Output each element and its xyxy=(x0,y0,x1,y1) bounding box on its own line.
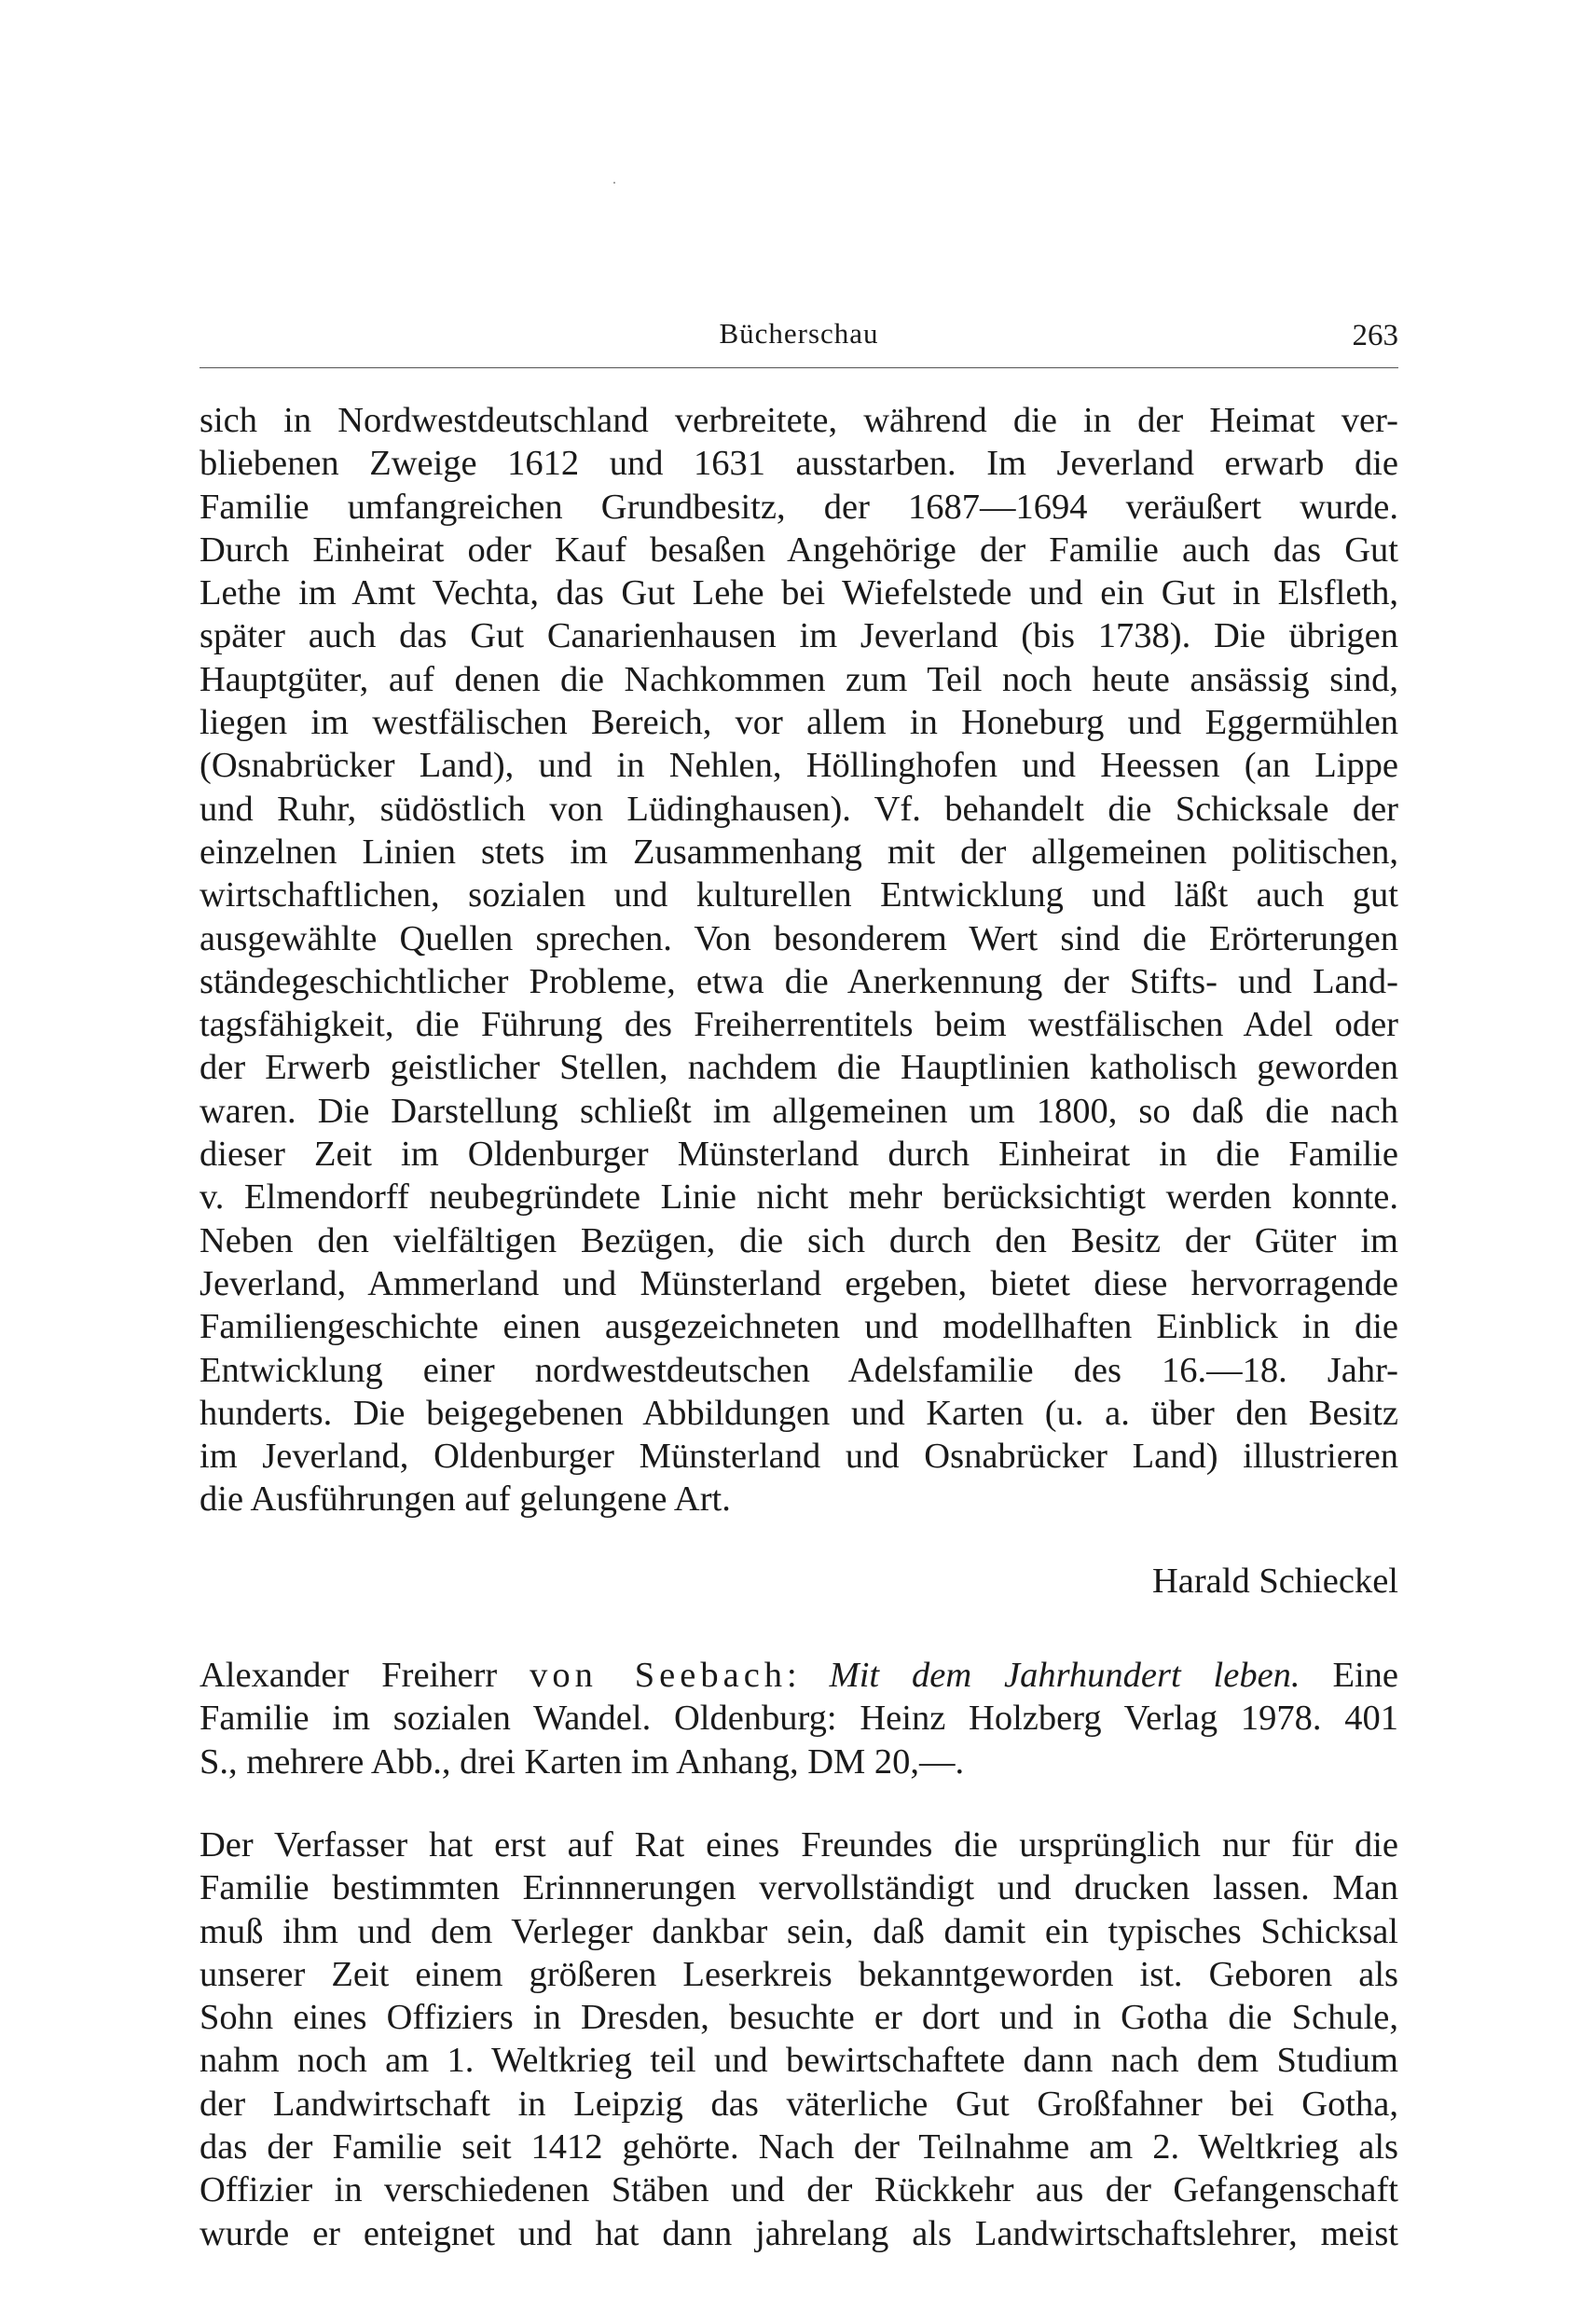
text-line: Lethe im Amt Vechta, das Gut Lehe bei Wiefelstede und ein Gut in Elsfleth, xyxy=(200,573,1398,613)
text-line: dieser Zeit im Oldenburger Münsterland durch Einheirat in die Familie xyxy=(200,1135,1398,1175)
page-body xyxy=(200,399,1398,2255)
book-title: Mit dem Jahrhundert leben. xyxy=(829,1656,1300,1696)
author-name: Alexander Freiherr xyxy=(200,1656,530,1696)
header-rule xyxy=(200,367,1398,368)
text-line: (Osnabrücker Land), und in Nehlen, Höllinghofen und Heessen (an Lippe xyxy=(200,746,1398,786)
text-line: unserer Zeit einem größeren Leserkreis bekanntgeworden ist. Geboren als xyxy=(200,1954,1398,1994)
running-title: Bücherschau xyxy=(719,317,879,350)
text-line: waren. Die Darstellung schließt im allgemeinen um 1800, so daß die nach xyxy=(200,1091,1398,1131)
text-line: Sohn eines Offiziers in Dresden, besuchte er dort und in Gotha die Schule, xyxy=(200,1998,1398,2038)
text-line: Familie umfangreichen Grundbesitz, der 1687—1694 veräußert wurde. xyxy=(200,487,1398,527)
text-line: die Ausführungen auf gelungene Art. xyxy=(200,1479,731,1520)
book-page xyxy=(200,0,1398,2312)
text-line: Familie bestimmten Erinnnerungen vervollständigt und drucken lassen. Man xyxy=(200,1868,1398,1908)
text-line: Neben den vielfältigen Bezügen, die sich durch den Besitz der Güter im xyxy=(200,1220,1398,1260)
text-line: bliebenen Zweige 1612 und 1631 ausstarben. Im Jeverland erwarb die xyxy=(200,444,1398,484)
text-line: der Erwerb geistlicher Stellen, nachdem die Hauptlinien katholisch geworden xyxy=(200,1048,1398,1088)
citation-line: Alexander Freiherr von Seebach: Mit dem Jahrhundert leben. Eine xyxy=(200,1656,1398,1696)
citation-line: S., mehrere Abb., drei Karten im Anhang, DM 20,—. xyxy=(200,1741,965,1782)
text-line: tagsfähigkeit, die Führung des Freiherrentitels beim westfälischen Adel oder xyxy=(200,1005,1398,1045)
author-surname: von Seebach xyxy=(530,1656,788,1696)
page-number: 263 xyxy=(1352,319,1398,352)
book-citation xyxy=(200,1654,1398,1783)
text-line: sich in Nordwestdeutschland verbreitete, während die in der Heimat ver- xyxy=(200,401,1398,440)
text-line: Jeverland, Ammerland und Münsterland ergeben, bietet diese hervorragende xyxy=(200,1263,1398,1303)
text-line: Familiengeschichte einen ausgezeichneten und modellhaften Einblick in die xyxy=(200,1307,1398,1347)
text-line: und Ruhr, südöstlich von Lüdinghausen). Vf. behandelt die Schicksale der xyxy=(200,789,1398,829)
text-line: wirtschaftlichen, sozialen und kulturellen Entwicklung und läßt auch gut xyxy=(200,875,1398,915)
text-line: muß ihm und dem Verleger dankbar sein, daß damit ein typisches Schicksal xyxy=(200,1911,1398,1951)
review-1-text xyxy=(200,399,1398,1521)
text-line: liegen im westfälischen Bereich, vor allem in Honeburg und Eggermühlen xyxy=(200,703,1398,743)
running-header xyxy=(200,308,1398,364)
reviewer-signature: Harald Schieckel xyxy=(1151,1561,1398,1601)
text-line: wurde er enteignet und hat dann jahrelang als Landwirtschaftslehrer, meist xyxy=(200,2213,1398,2253)
citation-line: Familie im sozialen Wandel. Oldenburg: Heinz Holzberg Verlag 1978. 401 xyxy=(200,1699,1398,1739)
text-line: ausgewählte Quellen sprechen. Von besonderem Wert sind die Erörterungen xyxy=(200,918,1398,958)
text-line: der Landwirtschaft in Leipzig das väterliche Gut Großfahner bei Gotha, xyxy=(200,2084,1398,2124)
text-line: Hauptgüter, auf denen die Nachkommen zum Teil noch heute ansässig sind, xyxy=(200,659,1398,699)
text-line: Entwicklung einer nordwestdeutschen Adelsfamilie des 16.—18. Jahr- xyxy=(200,1350,1398,1390)
text-line: ständegeschichtlicher Probleme, etwa die Anerkennung der Stifts- und Land- xyxy=(200,961,1398,1001)
text-line: hunderts. Die beigegebenen Abbildungen und Karten (u. a. über den Besitz xyxy=(200,1393,1398,1433)
text-line: später auch das Gut Canarienhausen im Jeverland (bis 1738). Die übrigen xyxy=(200,616,1398,656)
text-line: Durch Einheirat oder Kauf besaßen Angehörige der Familie auch das Gut xyxy=(200,530,1398,570)
text-line: einzelnen Linien stets im Zusammenhang mit der allgemeinen politischen, xyxy=(200,832,1398,872)
text-line: Offizier in verschiedenen Stäben und der Rückkehr aus der Gefangenschaft xyxy=(200,2170,1398,2210)
review-2-text xyxy=(200,1823,1398,2255)
text-line: das der Familie seit 1412 gehörte. Nach der Teilnahme am 2. Weltkrieg als xyxy=(200,2126,1398,2167)
text-line: v. Elmendorff neubegründete Linie nicht mehr berücksichtigt werden konnte. xyxy=(200,1177,1398,1218)
text-line: Der Verfasser hat erst auf Rat eines Freundes die ursprünglich nur für die xyxy=(200,1824,1398,1865)
text-line: nahm noch am 1. Weltkrieg teil und bewirtschaftete dann nach dem Studium xyxy=(200,2041,1398,2081)
text-line: im Jeverland, Oldenburger Münsterland und Osnabrücker Land) illustrieren xyxy=(200,1437,1398,1477)
